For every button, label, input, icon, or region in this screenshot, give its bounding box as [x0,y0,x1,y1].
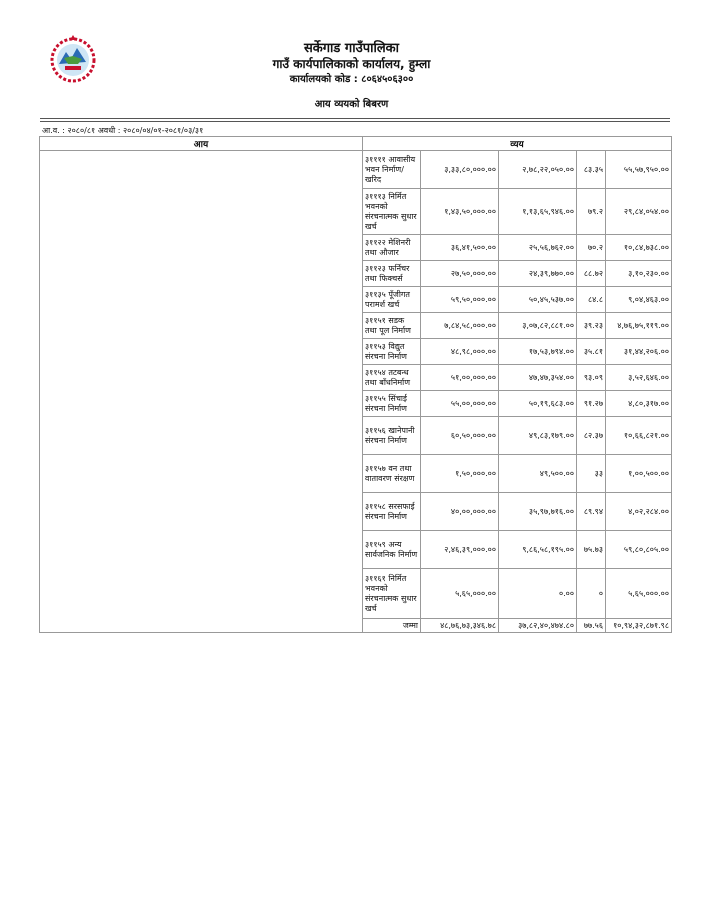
cell-name: ३११५१ सडक तथा पूल निर्माण [363,313,421,339]
cell-percent: ७५.७३ [577,531,606,569]
cell-remaining: ४,७६,७५,११९.०० [606,313,672,339]
cell-budget: १,५०,०००.०० [421,455,499,493]
cell-percent: ३९.२३ [577,313,606,339]
header-divider-2 [40,121,670,122]
income-expenditure-table [39,136,672,633]
cell-spent: १,१३,६५,९४६.०० [499,189,577,235]
report-title: आय व्ययको बिबरण [314,99,389,110]
cell-name: ३११५४ तटबन्ध तथा बाँधनिर्माण [363,365,421,391]
cell-name: ३११३५ पूँजीगत परामर्श खर्च [363,287,421,313]
cell-budget: १,४३,५०,०००.०० [421,189,499,235]
cell-percent: ७९.२ [577,189,606,235]
cell-remaining: ५९,८०,८०५.०० [606,531,672,569]
cell-percent: ८२.३७ [577,417,606,455]
cell-percent: ८९.९४ [577,493,606,531]
cell-spent: ५०,४५,५३७.०० [499,287,577,313]
cell-name: ३११२३ फर्निचर तथा फिक्चर्स [363,261,421,287]
cell-remaining: ५५,५७,९५०.०० [606,151,672,189]
cell-name: ३१११३ निर्मित भवनको संरचनात्मक सुधार खर्च [363,189,421,235]
table-row [40,151,672,189]
cell-spent: ९,८६,५८,१९५.०० [499,531,577,569]
cell-name: ३११२२ मेशिनरी तथा औजार [363,235,421,261]
total-remaining: १०,९४,३२,८७१.९८ [606,619,672,633]
cell-spent: ४९,८३,१७९.०० [499,417,577,455]
cell-budget: ३६,४१,५००.०० [421,235,499,261]
cell-remaining: ४,८०,३१७.०० [606,391,672,417]
income-column-empty [40,151,363,633]
cell-percent: ८४.८ [577,287,606,313]
cell-spent: ३५,९७,७१६.०० [499,493,577,531]
cell-percent: ७०.२ [577,235,606,261]
expenditure-column-header: व्यय [363,137,672,151]
cell-name: ३११५७ वन तथा वातावरण संरक्षण [363,455,421,493]
cell-name: ३११५५ सिंचाई संरचना निर्माण [363,391,421,417]
cell-budget: ३,३३,८०,०००.०० [421,151,499,189]
cell-percent: ८८.७२ [577,261,606,287]
header-divider [40,118,670,119]
cell-percent: ८३.३५ [577,151,606,189]
total-label: जम्मा [363,619,421,633]
cell-percent: ० [577,569,606,619]
cell-percent: ३५.८१ [577,339,606,365]
cell-budget: ५९,५०,०००.०० [421,287,499,313]
office-code: कार्यालयको कोड : ८०६४५०६३०० [289,74,414,85]
cell-name: ३११६१ निर्मित भवनको संरचनात्मक सुधार खर्च [363,569,421,619]
municipality-name: सर्केगाड गाउँपालिका [303,41,400,56]
cell-spent: ४७,४७,३५४.०० [499,365,577,391]
cell-budget: ६०,५०,०००.०० [421,417,499,455]
cell-name: ३११५३ विद्युत संरचना निर्माण [363,339,421,365]
cell-remaining: ३१,४४,२०६.०० [606,339,672,365]
cell-percent: ९१.२७ [577,391,606,417]
total-budget: ४८,७६,७३,३४६.७८ [421,619,499,633]
cell-spent: २,७८,२२,०५०.०० [499,151,577,189]
cell-spent: १७,५३,७९४.०० [499,339,577,365]
income-column-header: आय [40,137,363,151]
cell-budget: २,४६,३९,०००.०० [421,531,499,569]
cell-remaining: ४,०२,२८४.०० [606,493,672,531]
cell-spent: ५०,१९,६८३.०० [499,391,577,417]
cell-name: ३११५८ सरसफाई संरचना निर्माण [363,493,421,531]
cell-spent: २४,३९,७७०.०० [499,261,577,287]
office-name: गाउँ कार्यपालिकाको कार्यालय, हुम्ला [272,57,431,71]
cell-remaining: २९,८४,०५४.०० [606,189,672,235]
cell-remaining: ५,६५,०००.०० [606,569,672,619]
cell-remaining: ३,१०,२३०.०० [606,261,672,287]
cell-percent: ३३ [577,455,606,493]
cell-remaining: ९,०४,४६३.०० [606,287,672,313]
cell-remaining: १,००,५००.०० [606,455,672,493]
cell-budget: ४०,००,०००.०० [421,493,499,531]
cell-budget: ४८,९८,०००.०० [421,339,499,365]
cell-remaining: १०,६६,८२१.०० [606,417,672,455]
cell-remaining: ३,५२,६४६.०० [606,365,672,391]
cell-budget: ५१,००,०००.०० [421,365,499,391]
cell-name: ३११५९ अन्य सार्वजनिक निर्माण [363,531,421,569]
cell-spent: ३,०७,८२,८८१.०० [499,313,577,339]
cell-remaining: १०,८४,७३८.०० [606,235,672,261]
cell-spent: २५,५६,७६२.०० [499,235,577,261]
cell-budget: ५५,००,०००.०० [421,391,499,417]
total-spent: ३७,८२,४०,४७४.८० [499,619,577,633]
cell-budget: २७,५०,०००.०० [421,261,499,287]
cell-budget: ५,६५,०००.०० [421,569,499,619]
fiscal-year-line: आ.व. : २०८०/८१ अवधी : २०८०/०४/०१-२०८१/०३/३१ [42,126,204,135]
cell-percent: ९३.०९ [577,365,606,391]
cell-name: ३११५६ खानेपानी संरचना निर्माण [363,417,421,455]
cell-budget: ७,८४,५८,०००.०० [421,313,499,339]
total-percent: ७७.५६ [577,619,606,633]
cell-spent: ४९,५००.०० [499,455,577,493]
cell-name: ३११११ आवासीय भवन निर्माण/खरिद [363,151,421,189]
cell-spent: ०.०० [499,569,577,619]
